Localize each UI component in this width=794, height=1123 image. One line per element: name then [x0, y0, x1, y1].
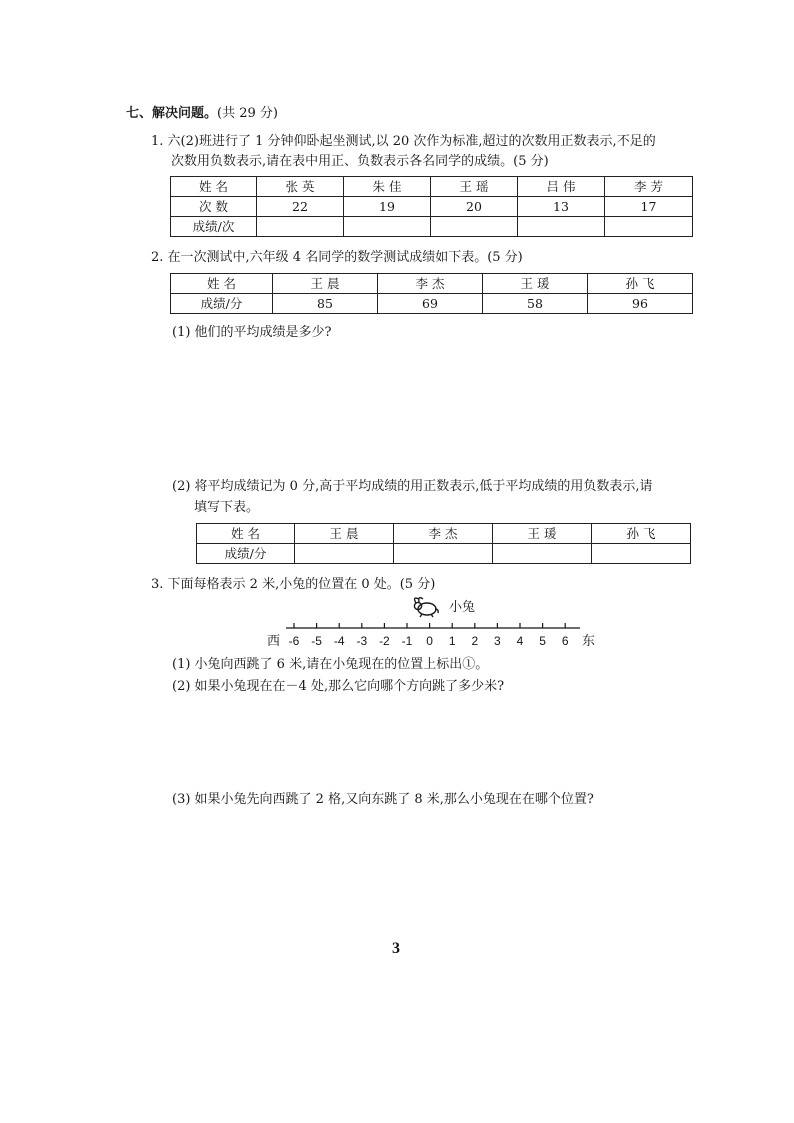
number-line-tick-label[interactable]: -5 — [311, 634, 322, 648]
q2-table2-row-header: 姓 名 — [197, 524, 295, 544]
q1-answer-cell[interactable] — [518, 217, 605, 237]
page-number: 3 — [392, 940, 400, 957]
q2-sub2-line2: 填写下表。 — [194, 500, 260, 515]
number-line-tick-label[interactable]: 5 — [539, 634, 546, 648]
q1-row-header: 成绩/次 — [171, 217, 257, 237]
q2-table — [170, 273, 693, 314]
q3-sub2: (2) 如果小兔现在在－4 处,那么它向哪个方向跳了多少米? — [172, 679, 505, 694]
q1-count-cell: 22 — [257, 197, 344, 217]
west-label: 西 — [267, 634, 281, 649]
q1-answer-cell[interactable] — [605, 217, 693, 237]
q1-count-cell: 19 — [344, 197, 431, 217]
q1-text-line2: 次数用负数表示,请在表中用正、负数表示各名同学的成绩。(5 分) — [171, 154, 549, 169]
q2-score-cell: 85 — [273, 294, 378, 314]
q2-row-header: 姓 名 — [171, 274, 273, 294]
number-line-tick-label[interactable]: -4 — [333, 634, 345, 648]
q2-score-row — [171, 294, 693, 314]
q1-row-header: 姓 名 — [171, 177, 257, 197]
q2-table2-row-header: 成绩/分 — [197, 544, 295, 564]
q1-count-cell: 20 — [431, 197, 518, 217]
number-line-tick-label[interactable]: 0 — [426, 634, 433, 648]
number-line-svg — [266, 596, 596, 650]
q1-row-header: 次 数 — [171, 197, 257, 217]
q3-text: 3. 下面每格表示 2 米,小兔的位置在 0 处。(5 分) — [151, 577, 436, 592]
q1-name-cell: 张 英 — [257, 177, 344, 197]
q2-sub1: (1) 他们的平均成绩是多少? — [172, 325, 332, 340]
number-line-tick-label[interactable]: -2 — [379, 634, 390, 648]
q2-table2-score-row — [197, 544, 691, 564]
q2-table2-answer-cell[interactable] — [394, 544, 493, 564]
q1-text-line1: 1. 六(2)班进行了 1 分钟仰卧起坐测试,以 20 次作为标准,超过的次数用正数表示,不足的 — [151, 134, 656, 149]
q1-name-row — [171, 177, 693, 197]
number-line-tick-label[interactable]: -6 — [288, 634, 300, 648]
q2-sub1-answer-area[interactable] — [170, 344, 690, 474]
q1-count-cell: 13 — [518, 197, 605, 217]
number-line-tick-label[interactable]: 2 — [471, 634, 479, 648]
q3-sub3-answer-area[interactable] — [170, 814, 690, 924]
number-line-ticks — [289, 623, 569, 648]
q2-name-cell: 孙 飞 — [588, 274, 693, 294]
number-line-tick-label[interactable]: 6 — [561, 634, 569, 648]
q1-answer-cell[interactable] — [431, 217, 518, 237]
q2-score-cell: 69 — [378, 294, 483, 314]
q1-name-cell: 吕 伟 — [518, 177, 605, 197]
rabbit-label: 小兔 — [449, 600, 476, 615]
section-title — [126, 105, 278, 123]
q2-name-row — [171, 274, 693, 294]
east-label: 东 — [582, 634, 596, 649]
section-title-text: 七、解决问题。 — [126, 106, 218, 121]
number-line-tick-label[interactable]: 3 — [494, 634, 501, 648]
q2-table2 — [196, 523, 691, 564]
q3-sub2-answer-area[interactable] — [170, 700, 690, 786]
q2-score-cell: 58 — [483, 294, 588, 314]
q2-table2-name-row — [197, 524, 691, 544]
rabbit-icon — [414, 598, 438, 617]
q2-table2-name-cell: 孙 飞 — [592, 524, 691, 544]
q2-table2-answer-cell[interactable] — [295, 544, 394, 564]
q2-text: 2. 在一次测试中,六年级 4 名同学的数学测试成绩如下表。(5 分) — [151, 250, 523, 265]
number-line — [266, 596, 596, 650]
number-line-tick-label[interactable]: -3 — [356, 634, 368, 648]
q2-row-header: 成绩/分 — [171, 294, 273, 314]
q2-name-cell: 王 瑗 — [483, 274, 588, 294]
number-line-tick-label[interactable]: -1 — [401, 634, 413, 648]
q2-name-cell: 王 晨 — [273, 274, 378, 294]
q1-name-cell: 朱 佳 — [344, 177, 431, 197]
q1-score-row — [171, 217, 693, 237]
q2-table2-name-cell: 王 晨 — [295, 524, 394, 544]
q2-table2-name-cell: 王 瑗 — [493, 524, 592, 544]
q1-name-cell: 王 瑶 — [431, 177, 518, 197]
q1-count-cell: 17 — [605, 197, 693, 217]
number-line-tick-label[interactable]: 4 — [516, 634, 524, 648]
q1-answer-cell[interactable] — [344, 217, 431, 237]
q2-score-cell: 96 — [588, 294, 693, 314]
q2-table2-answer-cell[interactable] — [592, 544, 691, 564]
q1-table — [170, 176, 693, 237]
q2-table2-name-cell: 李 杰 — [394, 524, 493, 544]
q2-table2-answer-cell[interactable] — [493, 544, 592, 564]
q2-sub2-line1: (2) 将平均成绩记为 0 分,高于平均成绩的用正数表示,低于平均成绩的用负数表示,请 — [172, 479, 653, 494]
q1-name-cell: 李 芳 — [605, 177, 693, 197]
q1-count-row — [171, 197, 693, 217]
q3-sub3: (3) 如果小兔先向西跳了 2 格,又向东跳了 8 米,那么小兔现在在哪个位置? — [172, 792, 594, 807]
q2-name-cell: 李 杰 — [378, 274, 483, 294]
q3-sub1: (1) 小兔向西跳了 6 米,请在小兔现在的位置上标出①。 — [172, 657, 489, 672]
number-line-tick-label[interactable]: 1 — [448, 634, 456, 648]
section-score: (共 29 分) — [217, 106, 278, 121]
q1-answer-cell[interactable] — [257, 217, 344, 237]
